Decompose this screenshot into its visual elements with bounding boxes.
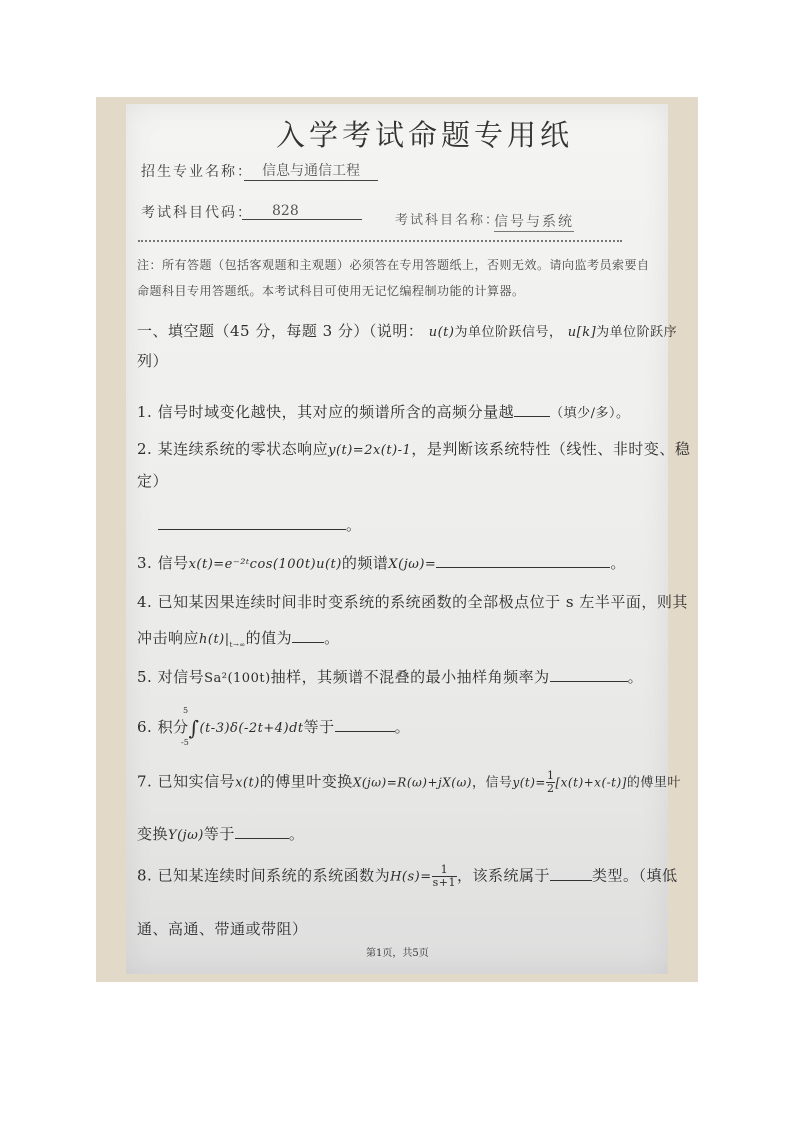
question-6: 6. 积分∫(t-3)δ(-2t+4)dt等于 。 <box>137 716 411 740</box>
notice-line-2: 命题科目专用答题纸。本考试科目可使用无记忆编程制功能的计算器。 <box>137 284 525 298</box>
question-3: 3. 信号x(t)=e⁻²ᵗcos(100t)u(t)的频谱X(jω)= 。 <box>137 554 626 572</box>
answer-blank-8 <box>550 865 592 881</box>
answer-blank-6 <box>335 716 395 732</box>
question-2-answer: 。 <box>158 514 362 535</box>
dotted-divider <box>138 240 622 242</box>
notice-line-1: 注：所有答题（包括客观题和主观题）必须答在专用答题纸上，否则无效。请向监考员索要自 <box>137 258 650 272</box>
subject-value: 信号与系统 <box>494 211 574 232</box>
integral-sign: ∫ <box>188 716 200 740</box>
major-value: 信息与通信工程 <box>244 160 378 181</box>
answer-blank-3 <box>436 552 610 568</box>
question-2-cont: 定） <box>137 472 169 490</box>
question-5: 5. 对信号Sa²(100t)抽样，其频谱不混叠的最小抽样角频率为 。 <box>137 668 644 686</box>
question-1: 1. 信号时域变化越快，其对应的频谱所含的高频分量越 （填少/多）。 <box>137 403 630 421</box>
code-value: 828 <box>242 203 362 220</box>
question-2: 2. 某连续系统的零状态响应y(t)=2x(t)-1，是判断该系统特性（线性、非时变、稳 <box>137 440 691 458</box>
section-heading-cont: 列） <box>137 352 169 370</box>
integral-upper-limit: 5 <box>183 706 189 715</box>
answer-blank-2 <box>158 514 346 530</box>
page-footer: 第1页，共5页 <box>366 948 429 959</box>
code-label: 考试科目代码： <box>141 205 253 221</box>
question-4: 4. 已知某因果连续时间非时变系统的系统函数的全部极点位于 s 左半平面，则其 <box>137 593 688 611</box>
answer-blank-7 <box>235 823 289 839</box>
answer-blank-1 <box>514 401 550 417</box>
question-7: 7. 已知实信号x(t)的傅里叶变换X(jω)=R(ω)+jX(ω)，信号y(t)= $\frac{1}{2}$ [x(t)+x(-t)]的傅里叶 <box>137 769 681 795</box>
answer-blank-5 <box>550 666 628 682</box>
answer-blank-4 <box>292 627 324 643</box>
major-label: 招生专业名称： <box>141 164 253 180</box>
section-heading: 一、填空题（45 分，每题 3 分）（说明： u(t)为单位阶跃信号， u[k]为单位阶跃序 <box>137 322 678 340</box>
fraction-transfer: $\frac{1}{s+1}$ <box>432 863 457 889</box>
page-title: 入学考试命题专用纸 <box>276 118 574 152</box>
fraction-half: $\frac{1}{2}$ <box>546 769 555 795</box>
subject-label: 考试科目名称： <box>395 213 501 228</box>
question-4-cont: 冲击响应$h(t)|_{t\to\infty}$的值为 。 <box>137 629 340 649</box>
question-8: 8. 已知某连续时间系统的系统函数为H(s)= $\frac{1}{s+1}$ ，该系统属于 类型。（填低 <box>137 863 678 889</box>
question-8-cont: 通、高通、带通或带阻） <box>137 920 308 938</box>
integral-lower-limit: -5 <box>181 738 189 747</box>
question-7-cont: 变换Y(jω)等于 。 <box>137 825 305 843</box>
